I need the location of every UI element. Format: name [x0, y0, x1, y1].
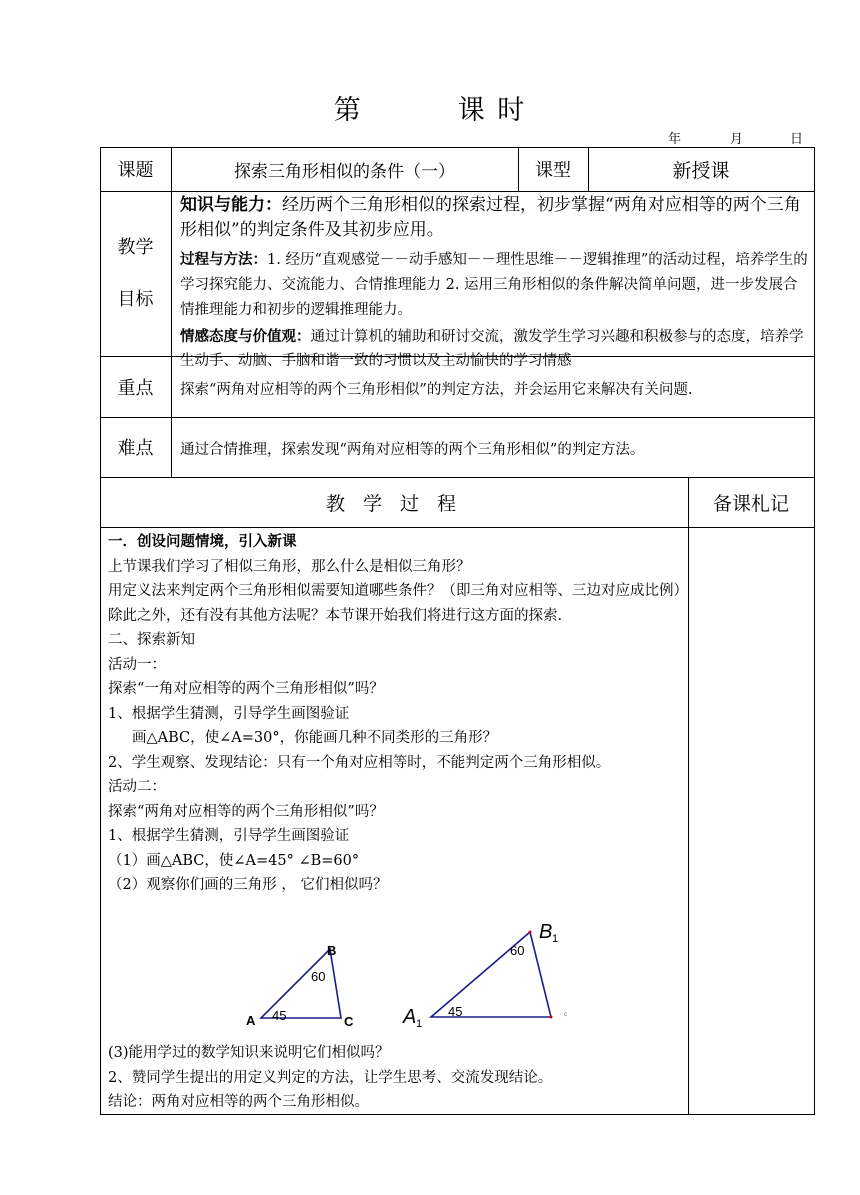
activity-2-heading: 活动二：	[108, 779, 166, 795]
small-angle-a: 45	[272, 1008, 287, 1023]
date-day: 日	[790, 132, 804, 147]
page-title: 第 课 时	[333, 95, 527, 126]
difficulty-text: 通过合情推理，探索发现“两角对应相等的两个三角形相似”的判定方法。	[180, 442, 645, 458]
conclusion: 结论：两角对应相等的两个三角形相似。	[108, 1094, 369, 1110]
topic-value: 探索三角形相似的条件（一）	[234, 161, 455, 182]
section-heading-2: 二、探索新知	[108, 632, 195, 648]
small-angle-b: 60	[311, 969, 326, 984]
triangle-figure	[230, 915, 590, 1035]
process-line: 1、根据学生猜测，引导学生画图验证	[108, 828, 350, 844]
process-line: 上节课我们学习了相似三角形，那么什么是相似三角形？	[108, 558, 471, 575]
key-label: 重点	[117, 377, 154, 399]
small-label-a: A	[246, 1013, 256, 1028]
small-label-b: B	[327, 943, 337, 958]
large-label-a-sub: 1	[416, 1018, 423, 1030]
process-line: 画△ABC，使∠A=30°，你能画几种不同类形的三角形？	[132, 730, 498, 746]
process-line: 探索“一角对应相等的两个三角形相似”吗？	[108, 681, 384, 697]
process-line: 探索“两角对应相等的两个三角形相似”吗？	[108, 803, 384, 820]
process-line: 2、赞同学生提出的用定义判定的方法，让学生思考、交流发现结论。	[108, 1069, 553, 1086]
process-line: (3)能用学过的数学知识来说明它们相似吗？	[108, 1045, 390, 1061]
large-label-a: A	[403, 1006, 417, 1028]
process-header: 教 学 过 程	[325, 492, 463, 515]
objectives-label: 教学 目标	[117, 236, 154, 310]
key-text: 探索“两角对应相等的两个三角形相似”的判定方法，并会运用它来解决有关问题.	[180, 382, 693, 398]
section-heading-1: 一．创设问题情境，引入新课	[108, 533, 297, 550]
large-label-b-sub: 1	[552, 933, 559, 945]
large-angle-a: 45	[448, 1004, 463, 1019]
topic-label: 课题	[117, 160, 154, 181]
process-line: （1）画△ABC，使∠A=45° ∠B=60°	[108, 852, 360, 869]
small-triangle	[246, 943, 354, 1029]
date-year: 年	[668, 132, 682, 147]
process-line: 2、学生观察、发现结论：只有一个角对应相等时，不能判定两个三角形相似。	[108, 754, 611, 771]
process-line: （2）观察你们画的三角形 ， 它们相似吗？	[108, 877, 388, 893]
large-label-b: B	[539, 921, 553, 943]
process-line: 1、根据学生猜测，引导学生画图验证	[108, 705, 350, 722]
vertex-dot	[529, 931, 532, 934]
type-label: 课型	[535, 160, 571, 181]
activity-1-heading: 活动一：	[108, 656, 166, 673]
objective-process: 过程与方法：1. 经历“直观感觉－－动手感知－－理性思维－－逻辑推理”的活动过程，培养学生的学习探究能力、交流能力、合情推理能力 2. 运用三角形相似的条件解决简单问题，进一步发展合情推理能力和初步的逻辑推理能力。	[180, 251, 808, 318]
objective-emotion: 情感态度与价值观：通过计算机的辅助和研讨交流，激发学生学习兴趣和积极参与的态度，培养学生动手、动脑、手脑和谐一致的习惯以及主动愉快的学习情感	[180, 328, 804, 369]
large-triangle	[402, 921, 567, 1030]
objectives-content	[180, 193, 812, 373]
date-month: 月	[730, 132, 744, 147]
objective-knowledge: 知识与能力：经历两个三角形相似的探索过程，初步掌握“两角对应相等的两个三角形相似”的判定条件及其初步应用。	[180, 195, 801, 240]
teaching-process-end	[108, 1041, 688, 1115]
large-angle-b: 60	[510, 943, 525, 958]
vertex-dot	[550, 1016, 553, 1019]
large-label-c: c	[564, 1012, 567, 1018]
difficulty-label: 难点	[117, 438, 154, 459]
type-value: 新授课	[672, 159, 730, 182]
small-label-c: C	[344, 1014, 354, 1029]
process-paragraph: 用定义法来判定两个三角形相似需要知道哪些条件？（即三角对应相等、三边对应成比例）除此之外，还有没有其他方法呢？本节课开始我们将进行这方面的探索.	[108, 583, 688, 624]
teaching-process	[108, 530, 688, 898]
notes-header: 备课札记	[712, 492, 789, 515]
